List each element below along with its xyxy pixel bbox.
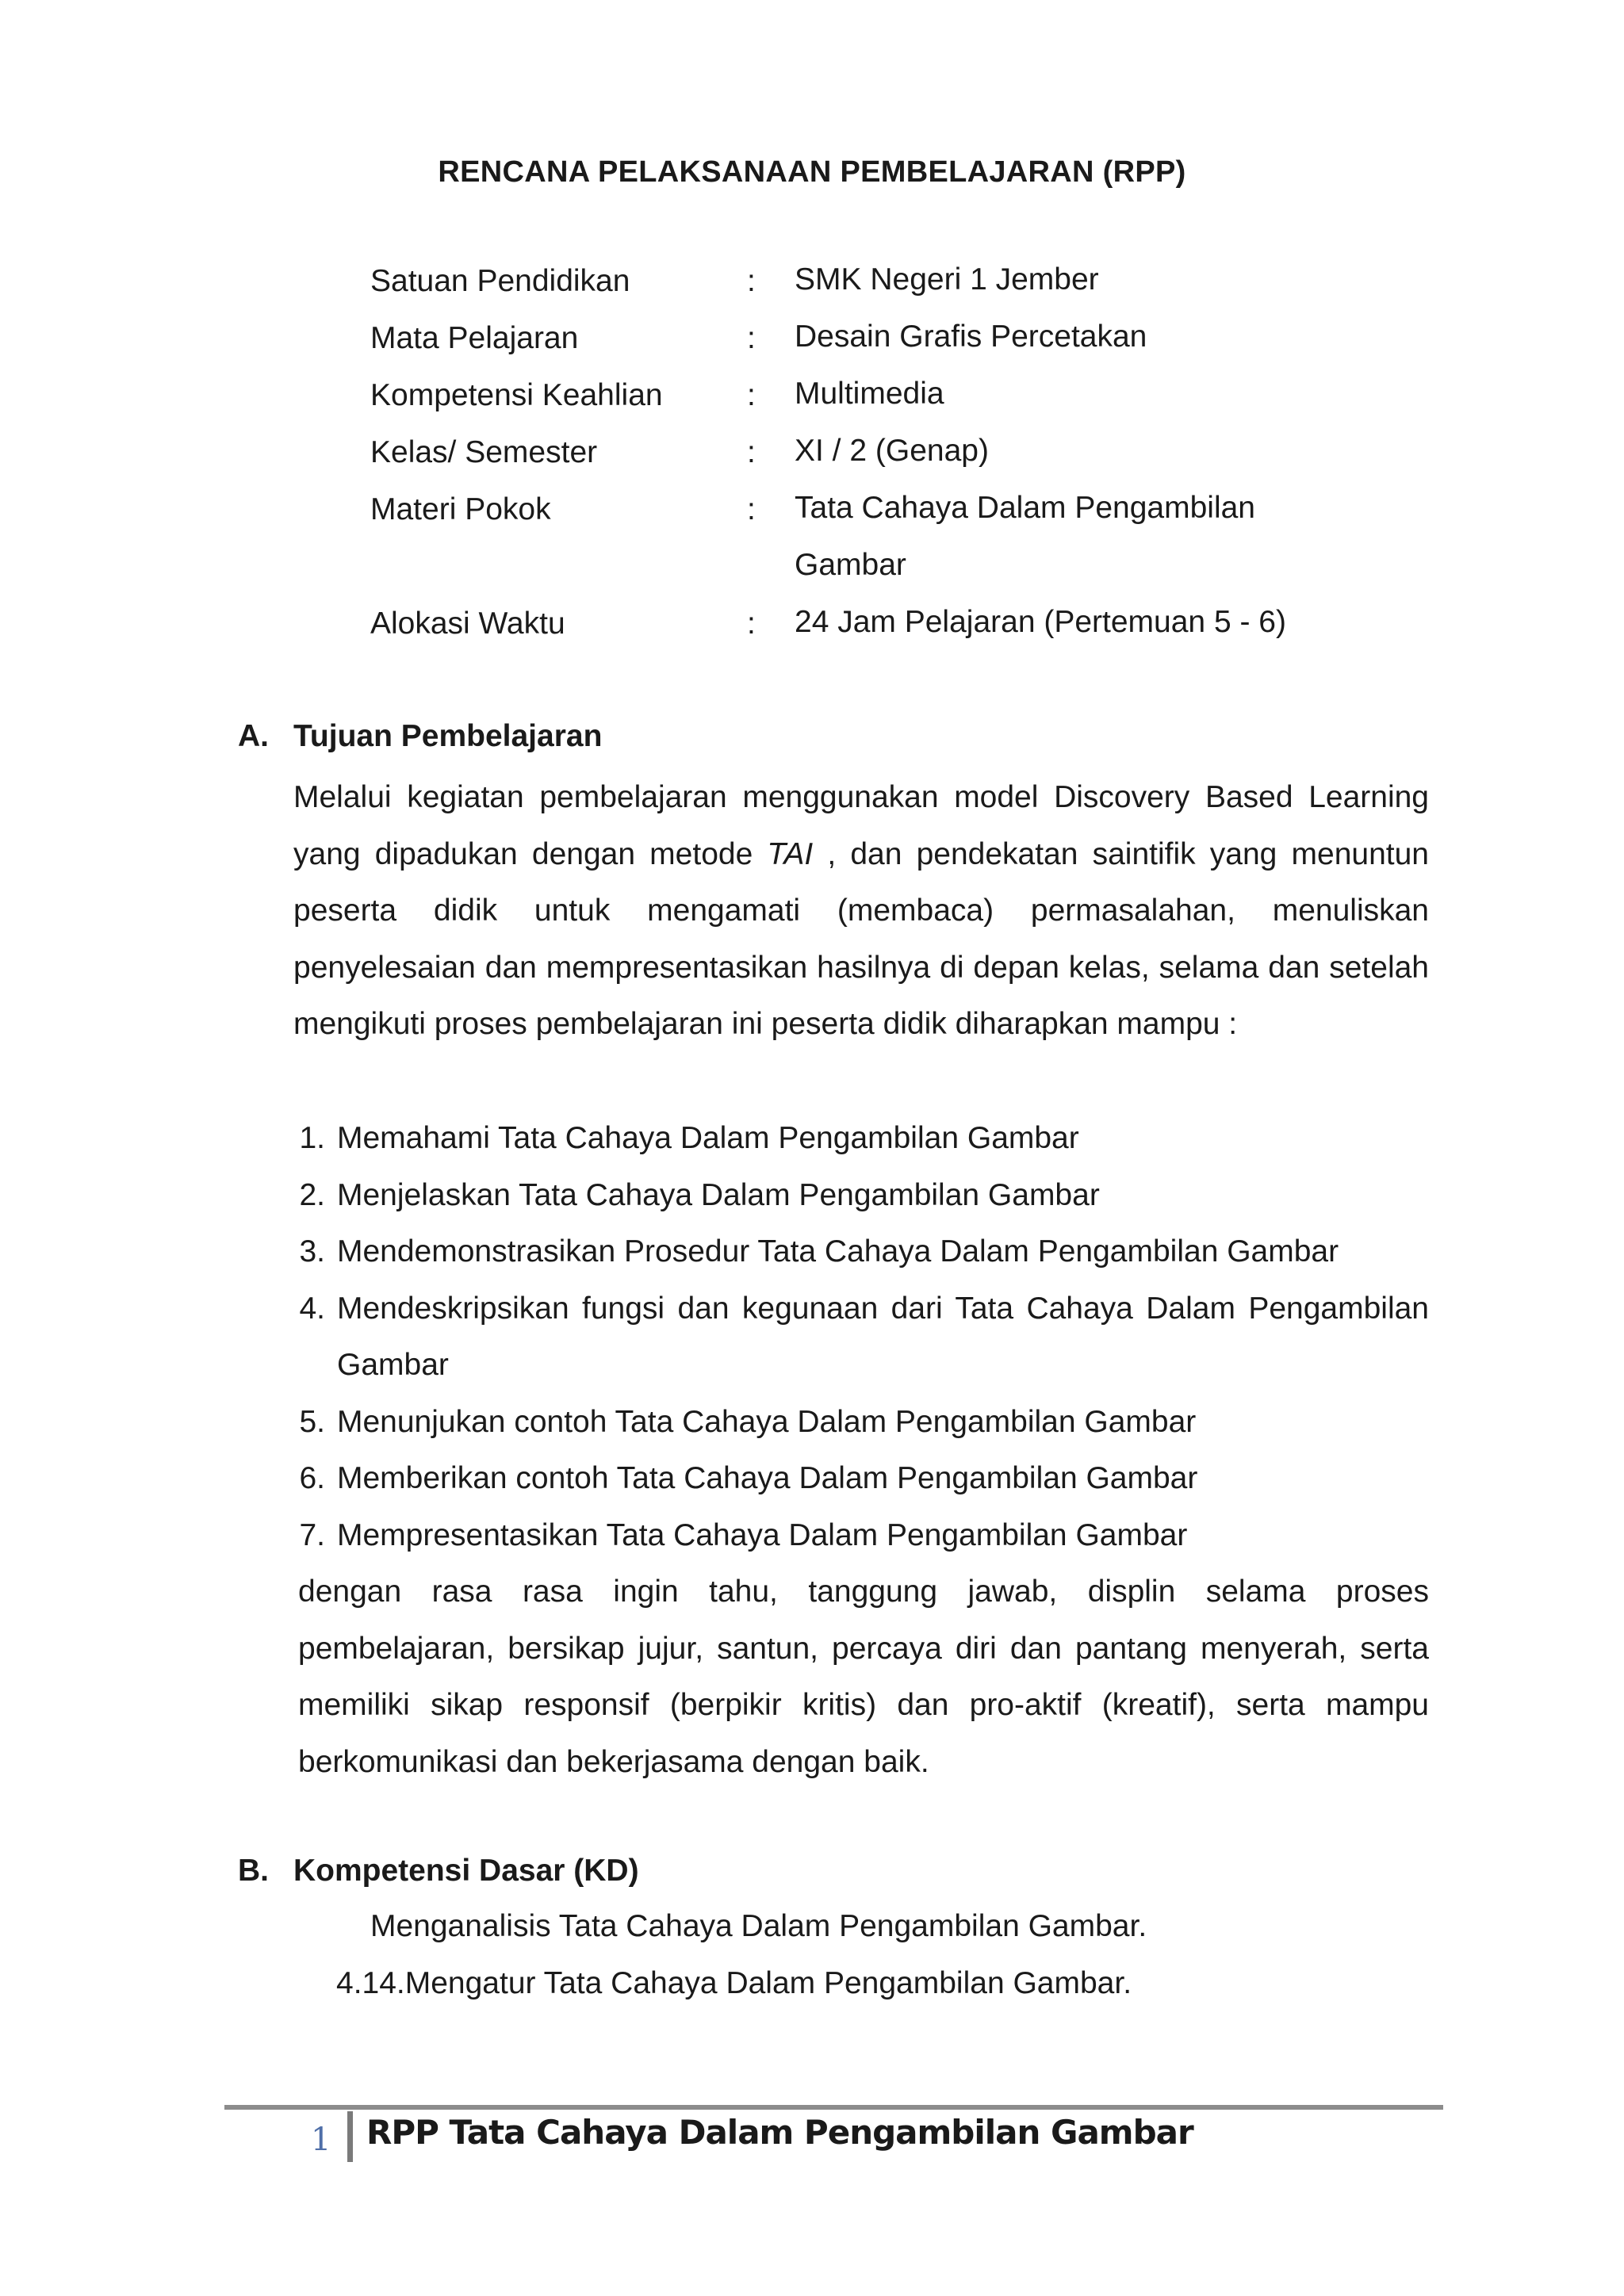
list-number: 5. (299, 1404, 325, 1439)
intro-method-name: TAI (767, 836, 814, 871)
list-number: 3. (299, 1234, 325, 1269)
identity-table (370, 264, 1480, 664)
info-value: Desain Grafis Percetakan (795, 320, 1147, 354)
list-text: Mendemonstrasikan Prosedur Tata Cahaya Dalam Pengambilan Gambar (337, 1234, 1339, 1269)
info-value: XI / 2 (Genap) (795, 434, 989, 468)
list-number: 7. (299, 1517, 325, 1552)
info-colon: : (747, 264, 756, 298)
list-item (285, 1110, 1429, 1167)
info-value: SMK Negeri 1 Jember (795, 262, 1099, 297)
list-number: 2. (299, 1177, 325, 1212)
list-text: Memberikan contoh Tata Cahaya Dalam Pengambilan Gambar (337, 1461, 1198, 1495)
footer-divider (224, 2105, 1443, 2110)
section-letter: B. (238, 1854, 269, 1888)
kd-item: Menganalisis Tata Cahaya Dalam Pengambilan Gambar. (370, 1909, 1147, 1943)
section-title: Kompetensi Dasar (KD) (293, 1854, 639, 1888)
list-item (285, 1394, 1429, 1451)
info-value: Multimedia (795, 377, 944, 411)
section-title: Tujuan Pembelajaran (293, 719, 603, 753)
intro-text: , dan pendekatan saintifik yang menuntun peserta didik untuk mengamati (membaca) permasalahan, menuliskan penyelesaian dan mempresentasikan hasilnya di depan kelas, selama dan setelah mengikuti proses pembelajaran ini peserta didik diharapkan mampu : (293, 836, 1429, 1041)
list-item (285, 1280, 1429, 1394)
list-item (285, 1450, 1429, 1507)
objective-intro-paragraph (293, 769, 1429, 1053)
info-colon: : (747, 492, 756, 526)
list-number: 4. (299, 1291, 325, 1326)
list-text: Mendeskripsikan fungsi dan kegunaan dari Tata Cahaya Dalam Pengambilan Gambar (337, 1291, 1429, 1382)
info-value: Tata Cahaya Dalam Pengambilan Gambar (795, 491, 1256, 582)
list-number: 1. (299, 1121, 325, 1155)
info-colon: : (747, 607, 756, 641)
objectives-list (285, 1110, 1429, 1563)
info-label: Alokasi Waktu (370, 607, 565, 641)
info-row-materi (370, 492, 1480, 607)
info-label: Kompetensi Keahlian (370, 378, 663, 412)
footer-title: RPP Tata Cahaya Dalam Pengambilan Gambar (366, 2113, 1193, 2152)
list-item (285, 1507, 1429, 1564)
footer-separator-bar (347, 2111, 353, 2162)
page-number: 1 (311, 2122, 331, 2158)
list-item (285, 1223, 1429, 1280)
intro-text: Melalui kegiatan pembelajaran menggunakan model Discovery Based Learning yang dipadukan dengan metode (293, 780, 1429, 871)
list-text: Menunjukan contoh Tata Cahaya Dalam Pengambilan Gambar (337, 1404, 1197, 1439)
list-item (285, 1167, 1429, 1224)
info-label: Satuan Pendidikan (370, 264, 630, 298)
info-colon: : (747, 435, 756, 469)
section-letter: A. (238, 719, 269, 753)
info-row-alokasi (370, 607, 1480, 664)
document-title: RENCANA PELAKSANAAN PEMBELAJARAN (RPP) (438, 155, 1186, 189)
list-text: Mempresentasikan Tata Cahaya Dalam Pengambilan Gambar (337, 1517, 1188, 1552)
info-value: 24 Jam Pelajaran (Pertemuan 5 - 6) (795, 605, 1286, 639)
info-label: Kelas/ Semester (370, 435, 598, 469)
info-colon: : (747, 378, 756, 412)
list-text: Menjelaskan Tata Cahaya Dalam Pengambilan Gambar (337, 1177, 1100, 1212)
kd-item: 4.14.Mengatur Tata Cahaya Dalam Pengambilan Gambar. (336, 1966, 1132, 2000)
objective-closing-paragraph: dengan rasa rasa ingin tahu, tanggung jawab, displin selama proses pembelajaran, bersikap jujur, santun, percaya diri dan pantang menyerah, serta memiliki sikap responsif (berpikir kritis) dan pro-aktif (kreatif), serta mampu berkomunikasi dan bekerjasama dengan baik. (298, 1575, 1429, 1779)
list-number: 6. (299, 1461, 325, 1495)
info-label: Materi Pokok (370, 492, 551, 526)
list-text: Memahami Tata Cahaya Dalam Pengambilan Gambar (337, 1121, 1079, 1155)
info-colon: : (747, 321, 756, 355)
info-label: Mata Pelajaran (370, 321, 579, 355)
